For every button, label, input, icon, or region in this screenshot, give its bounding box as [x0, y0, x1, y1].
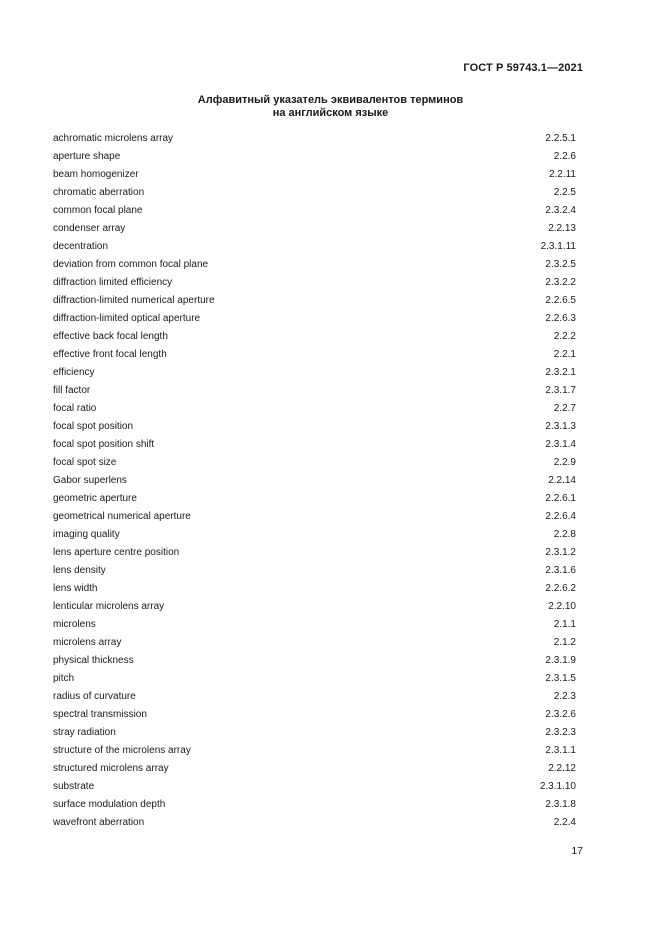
- index-reference: 2.2.10: [548, 600, 576, 612]
- index-term: structured microlens array: [53, 762, 169, 774]
- index-reference: 2.3.1.9: [545, 654, 576, 666]
- index-entry: [53, 633, 576, 651]
- index-term: focal spot position: [53, 420, 134, 432]
- index-term: diffraction-limited numerical aperture: [53, 294, 215, 306]
- index-entry: [53, 237, 576, 255]
- index-term: pitch: [53, 672, 75, 684]
- index-reference: 2.3.2.2: [545, 276, 576, 288]
- index-reference: 2.2.6: [553, 150, 576, 162]
- index-reference: 2.2.6.4: [545, 510, 576, 522]
- index-entry: [53, 507, 576, 525]
- index-entry: [53, 597, 576, 615]
- index-title: [0, 94, 661, 120]
- index-entry: [53, 651, 576, 669]
- index-term: effective back focal length: [53, 330, 168, 342]
- index-term: lenticular microlens array: [53, 600, 165, 612]
- index-reference: 2.1.2: [553, 636, 576, 648]
- index-term: geometrical numerical aperture: [53, 510, 191, 522]
- index-entry: [53, 327, 576, 345]
- index-term: geometric aperture: [53, 492, 137, 504]
- index-reference: 2.2.3: [553, 690, 576, 702]
- index-entry: [53, 759, 576, 777]
- index-reference: 2.2.1: [553, 348, 576, 360]
- index-entry: [53, 777, 576, 795]
- index-term: common focal plane: [53, 204, 143, 216]
- index-term: focal spot size: [53, 456, 117, 468]
- index-term: diffraction-limited optical aperture: [53, 312, 201, 324]
- index-reference: 2.2.7: [553, 402, 576, 414]
- index-reference: 2.2.4: [553, 816, 576, 828]
- index-entry: [53, 723, 576, 741]
- index-entry: [53, 273, 576, 291]
- index-term: stray radiation: [53, 726, 116, 738]
- index-reference: 2.2.2: [553, 330, 576, 342]
- index-entry: [53, 255, 576, 273]
- index-entry: [53, 435, 576, 453]
- index-term: beam homogenizer: [53, 168, 139, 180]
- index-entry: [53, 543, 576, 561]
- index-entry: [53, 489, 576, 507]
- index-reference: 2.2.8: [553, 528, 576, 540]
- index-entry: [53, 741, 576, 759]
- index-term: lens density: [53, 564, 106, 576]
- index-reference: 2.2.6.1: [545, 492, 576, 504]
- index-reference: 2.3.2.1: [545, 366, 576, 378]
- page-number: 17: [571, 845, 583, 857]
- index-term: decentration: [53, 240, 109, 252]
- index-entry: [53, 615, 576, 633]
- index-reference: 2.2.11: [548, 168, 576, 180]
- index-reference: 2.3.2.5: [545, 258, 576, 270]
- index-entry: [53, 129, 576, 147]
- index-reference: 2.3.1.2: [545, 546, 576, 558]
- index-entry: [53, 147, 576, 165]
- index-entry: [53, 813, 576, 831]
- index-term: focal ratio: [53, 402, 97, 414]
- term-index-list: [53, 129, 576, 831]
- index-reference: 2.3.1.6: [545, 564, 576, 576]
- index-term: Gabor superlens: [53, 474, 127, 486]
- index-term: physical thickness: [53, 654, 134, 666]
- index-reference: 2.2.14: [548, 474, 576, 486]
- index-reference: 2.3.1.7: [545, 384, 576, 396]
- index-term: surface modulation depth: [53, 798, 166, 810]
- index-reference: 2.2.5.1: [545, 132, 576, 144]
- index-term: chromatic aberration: [53, 186, 145, 198]
- index-reference: 2.2.6.5: [545, 294, 576, 306]
- index-entry: [53, 453, 576, 471]
- index-reference: 2.3.2.6: [545, 708, 576, 720]
- index-term: efficiency: [53, 366, 95, 378]
- index-term: diffraction limited efficiency: [53, 276, 173, 288]
- index-reference: 2.3.1.4: [545, 438, 576, 450]
- index-term: effective front focal length: [53, 348, 167, 360]
- index-term: aperture shape: [53, 150, 121, 162]
- index-entry: [53, 309, 576, 327]
- document-standard-header: ГОСТ Р 59743.1—2021: [463, 62, 583, 74]
- index-entry: [53, 291, 576, 309]
- index-entry: [53, 705, 576, 723]
- index-reference: 2.2.9: [553, 456, 576, 468]
- index-title-line-2: на английском языке: [272, 107, 389, 119]
- index-entry: [53, 669, 576, 687]
- index-reference: 2.1.1: [553, 618, 576, 630]
- index-entry: [53, 561, 576, 579]
- index-reference: 2.2.5: [553, 186, 576, 198]
- index-entry: [53, 525, 576, 543]
- index-reference: 2.2.12: [548, 762, 576, 774]
- index-entry: [53, 363, 576, 381]
- index-term: spectral transmission: [53, 708, 147, 720]
- index-entry: [53, 345, 576, 363]
- index-term: fill factor: [53, 384, 91, 396]
- index-term: lens aperture centre position: [53, 546, 180, 558]
- index-entry: [53, 183, 576, 201]
- index-entry: [53, 165, 576, 183]
- index-reference: 2.3.2.3: [545, 726, 576, 738]
- index-entry: [53, 795, 576, 813]
- index-entry: [53, 219, 576, 237]
- index-term: wavefront aberration: [53, 816, 145, 828]
- index-term: microlens: [53, 618, 96, 630]
- index-term: deviation from common focal plane: [53, 258, 209, 270]
- index-reference: 2.3.1.1: [545, 744, 576, 756]
- index-term: microlens array: [53, 636, 122, 648]
- index-entry: [53, 381, 576, 399]
- index-title-line-1: Алфавитный указатель эквивалентов терминов: [197, 94, 464, 106]
- index-entry: [53, 399, 576, 417]
- index-reference: 2.3.1.3: [545, 420, 576, 432]
- index-term: condenser array: [53, 222, 126, 234]
- index-reference: 2.3.1.5: [545, 672, 576, 684]
- index-reference: 2.3.1.11: [540, 240, 576, 252]
- index-term: structure of the microlens array: [53, 744, 191, 756]
- index-reference: 2.2.6.3: [545, 312, 576, 324]
- index-entry: [53, 687, 576, 705]
- index-entry: [53, 201, 576, 219]
- index-reference: 2.2.13: [548, 222, 576, 234]
- index-reference: 2.3.1.8: [545, 798, 576, 810]
- index-term: lens width: [53, 582, 98, 594]
- index-term: imaging quality: [53, 528, 120, 540]
- index-entry: [53, 579, 576, 597]
- index-entry: [53, 417, 576, 435]
- index-reference: 2.3.2.4: [545, 204, 576, 216]
- index-reference: 2.3.1.10: [539, 780, 576, 792]
- index-reference: 2.2.6.2: [545, 582, 576, 594]
- index-term: substrate: [53, 780, 95, 792]
- index-term: radius of curvature: [53, 690, 136, 702]
- index-term: achromatic microlens array: [53, 132, 174, 144]
- index-term: focal spot position shift: [53, 438, 155, 450]
- index-entry: [53, 471, 576, 489]
